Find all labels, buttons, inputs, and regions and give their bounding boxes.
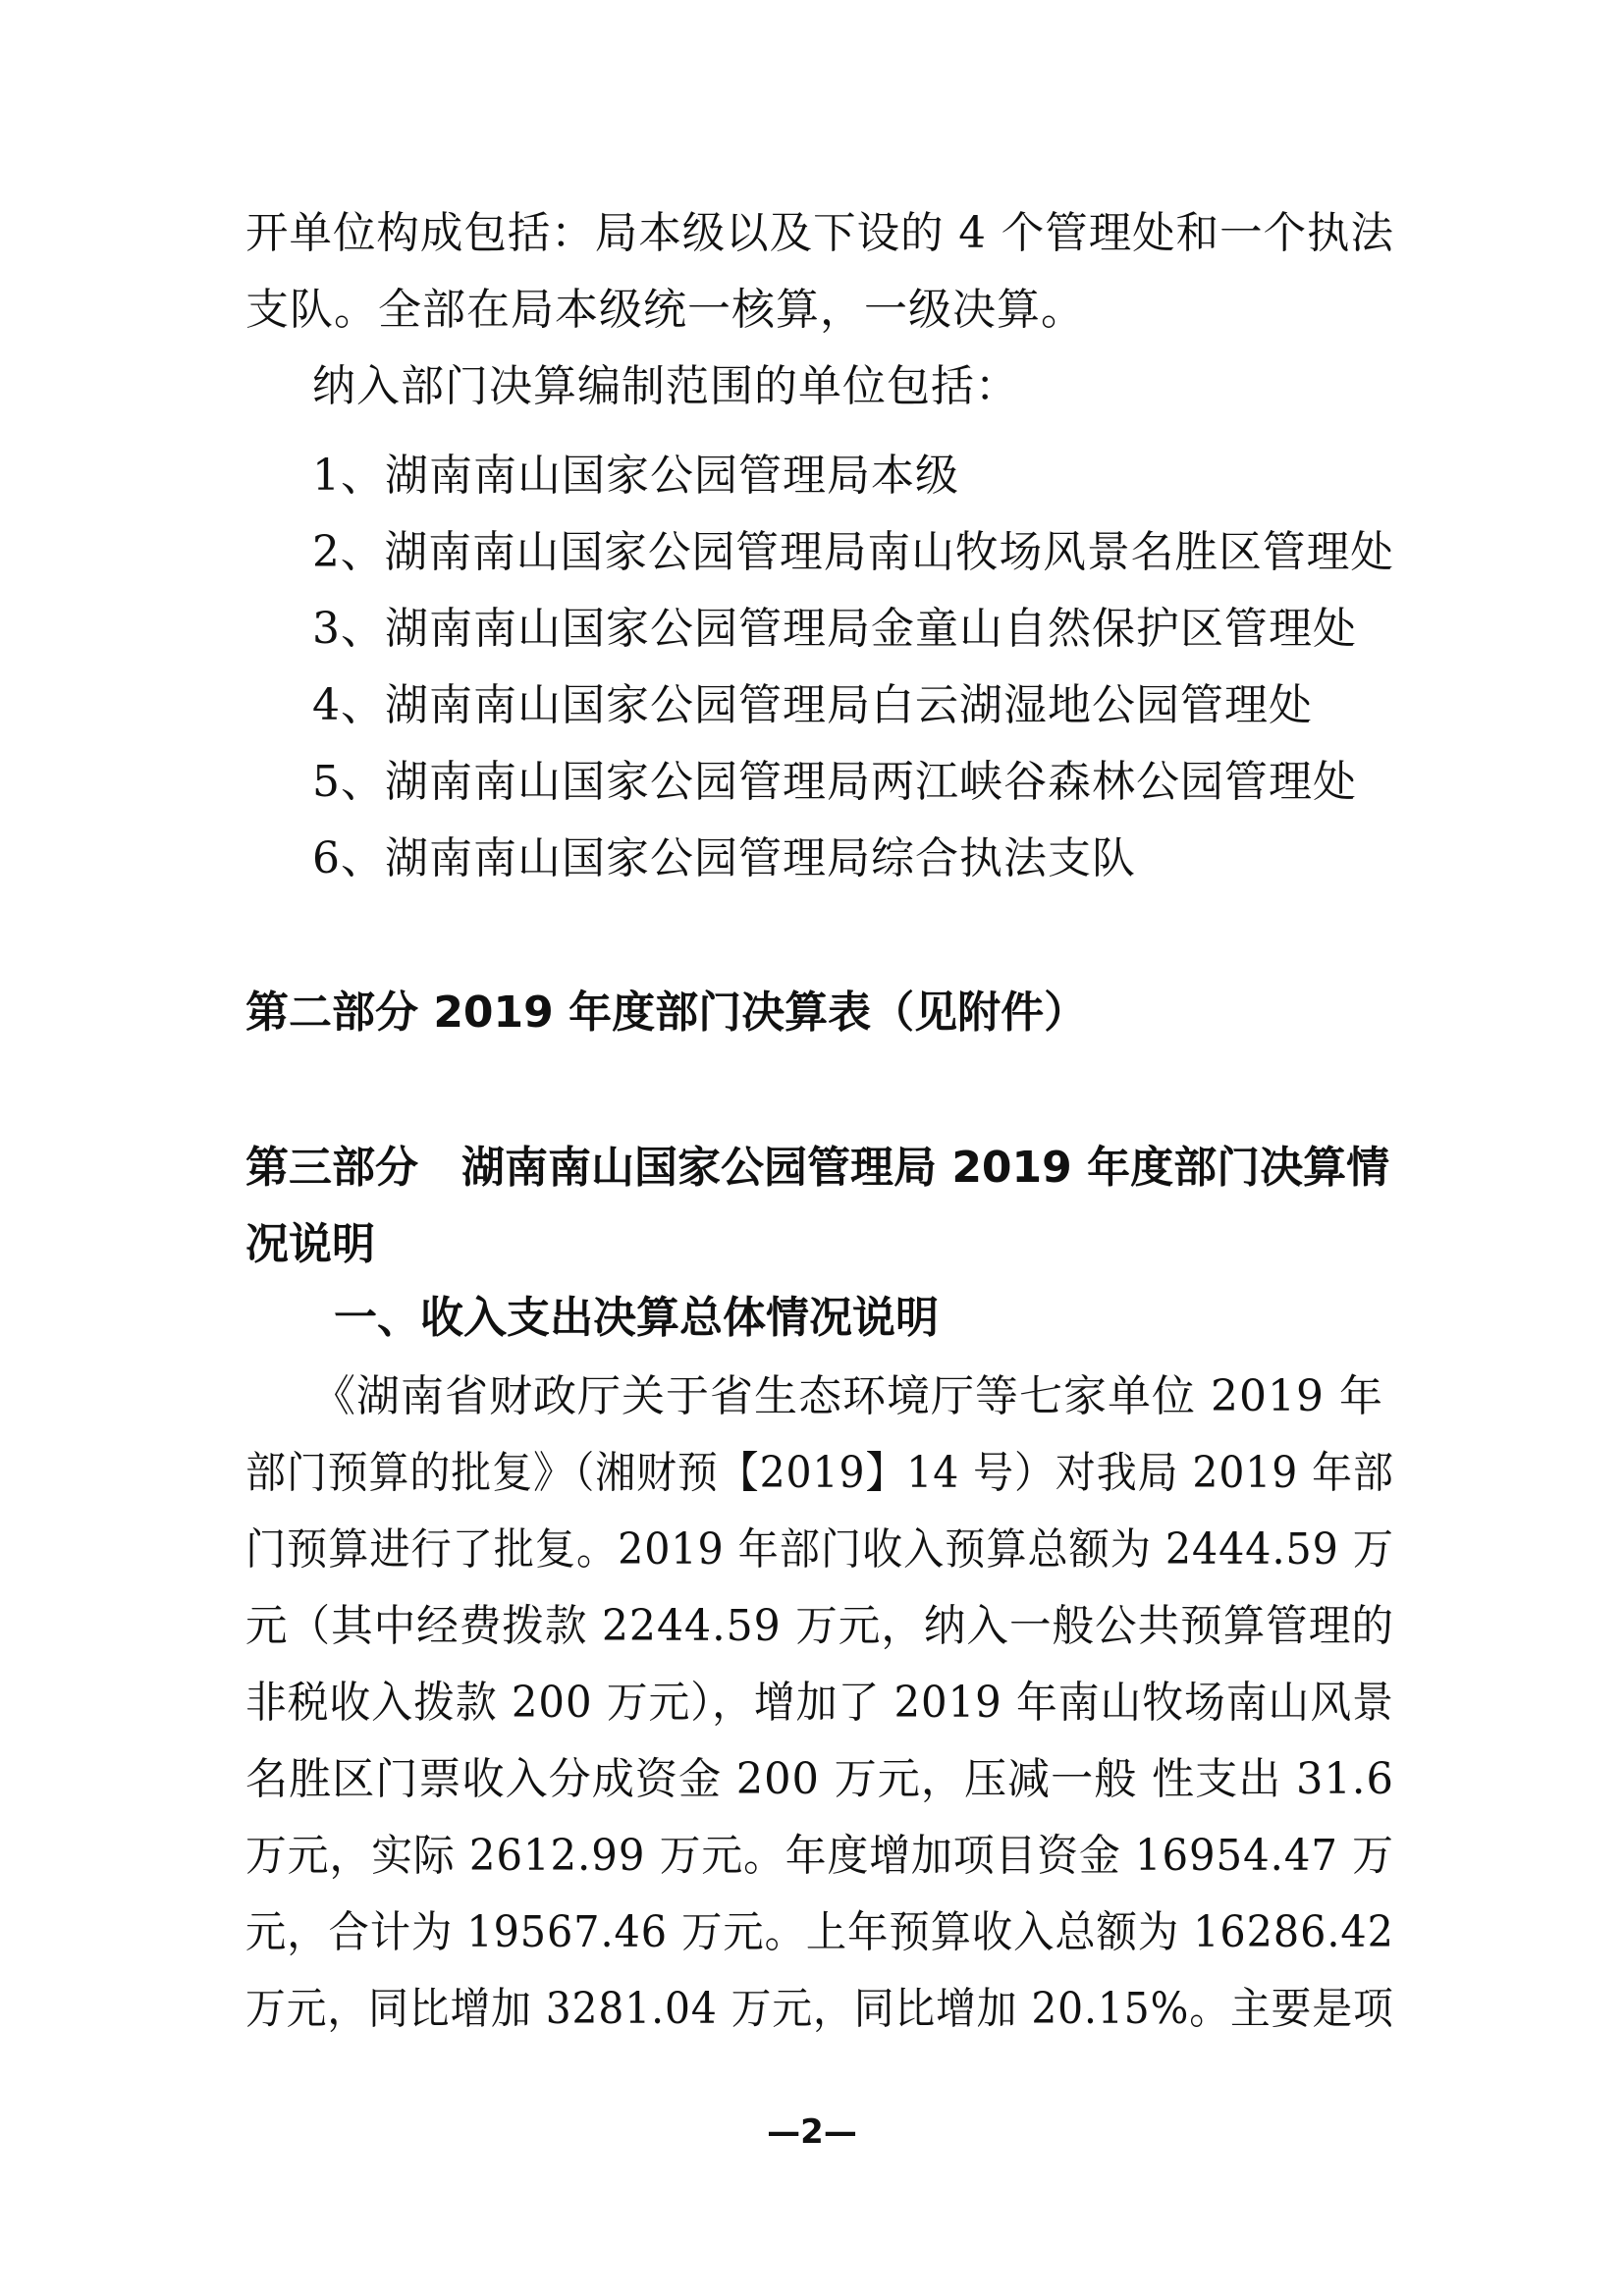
body-paragraph-line: 非税收入拨款 200 万元），增加了 2019 年南山牧场南山风景	[245, 1678, 1394, 1728]
unit-list-item: 6、湖南南山国家公园管理局综合执法支队	[312, 833, 1136, 883]
section1-heading: 一、收入支出决算总体情况说明	[334, 1293, 939, 1343]
body-paragraph-line: 万元，同比增加 3281.04 万元，同比增加 20.15%。主要是项	[245, 1984, 1394, 2034]
page-number: —2—	[767, 2112, 857, 2152]
unit-list-item: 2、湖南南山国家公园管理局南山牧场风景名胜区管理处	[312, 527, 1395, 577]
body-paragraph-line: 名胜区门票收入分成资金 200 万元，压减一般 性支出 31.6	[245, 1754, 1394, 1804]
body-paragraph-line: 门预算进行了批复。2019 年部门收入预算总额为 2444.59 万	[245, 1524, 1394, 1575]
body-paragraph-line: 元（其中经费拨款 2244.59 万元，纳入一般公共预算管理的	[245, 1601, 1394, 1651]
unit-list-item: 5、湖南南山国家公园管理局两江峡谷森林公园管理处	[312, 757, 1357, 807]
part2-heading: 第二部分 2019 年度部门决算表（见附件）	[245, 988, 1088, 1038]
unit-list-item: 4、湖南南山国家公园管理局白云湖湿地公园管理处	[312, 680, 1313, 730]
body-paragraph-line: 部门预算的批复》（湘财预【2019】14 号）对我局 2019 年部	[245, 1448, 1394, 1498]
unit-list-item: 3、湖南南山国家公园管理局金童山自然保护区管理处	[312, 604, 1357, 654]
intro-line-3: 纳入部门决算编制范围的单位包括：	[312, 361, 1019, 411]
intro-line-2: 支队。全部在局本级统一核算，一级决算。	[245, 285, 1085, 335]
part3-heading-line-1: 第三部分 湖南南山国家公园管理局 2019 年度部门决算情	[245, 1143, 1390, 1193]
body-paragraph-line: 万元，实际 2612.99 万元。年度增加项目资金 16954.47 万	[245, 1831, 1394, 1881]
body-paragraph-line: 《湖南省财政厅关于省生态环境厅等七家单位 2019 年	[312, 1371, 1383, 1421]
intro-line-1: 开单位构成包括：局本级以及下设的 4 个管理处和一个执法	[245, 208, 1394, 258]
unit-list-item: 1、湖南南山国家公园管理局本级	[312, 451, 959, 501]
part3-heading-line-2: 况说明	[245, 1219, 375, 1269]
body-paragraph-line: 元，合计为 19567.46 万元。上年预算收入总额为 16286.42	[245, 1907, 1394, 1957]
